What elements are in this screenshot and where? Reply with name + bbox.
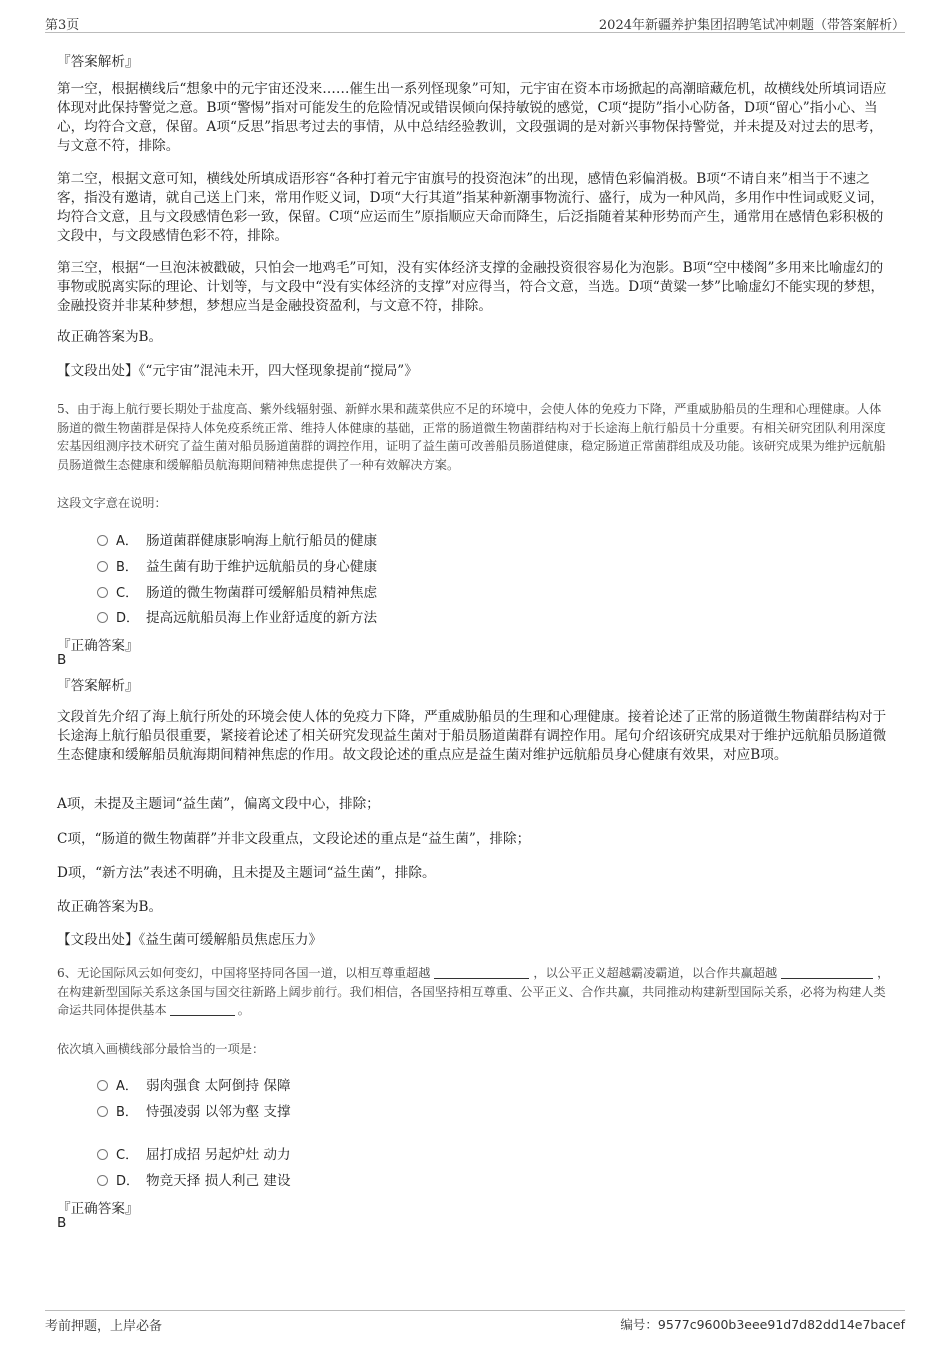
radio-icon[interactable] <box>97 1175 108 1186</box>
q6-answer-label: 『正确答案』 <box>57 1201 139 1217</box>
q6-answer: B <box>57 1215 67 1231</box>
q6-prompt: 依次填入画横线部分最恰当的一项是： <box>57 1042 265 1056</box>
q4-analysis-paragraph-2: 第二空，根据文意可知，横线处所填成语形容“各种打着元宇宙旗号的投资泡沫”的出现，感情色彩偏消极。B项“不请自来”相当于不速之客，指没有邀请，就自己送上门来，常用作贬义词，D项“大行其道”指某种新潮事物流行、盛行，成为一种风尚，多用作中性词或贬义词，均符合文意，且与文段感情色彩一致，保留。C项“应运而生”原指顺应天命而降生，后泛指随着某种形势而产生，通常用在感情色彩积极的文段中，与文段感情色彩不符，排除。 <box>57 171 884 244</box>
q5-prompt: 这段文字意在说明： <box>57 496 167 510</box>
q6-option-b[interactable]: B． 恃强凌弱 以邻为壑 支撑 <box>97 1100 291 1120</box>
q5-exclusion-d: D项，“新方法”表述不明确，且未提及主题词“益生菌”，排除。 <box>57 865 436 881</box>
q5-option-d[interactable]: D． 提高远航船员海上作业舒适度的新方法 <box>97 606 377 626</box>
q5-stem: 5、由于海上航行要长期处于盐度高、紫外线辐射强、新鲜水果和蔬菜供应不足的环境中，会使人体的免疫力下降，严重威胁船员的生理和心理健康。人体肠道的微生物菌群是保持人体免疫系统正常、维持人体健康的基础，正常的肠道微生物菌群结构对于长途海上航行船员十分重要。有相关研究团队利用深度宏基因组测序技术研究了益生菌对船员肠道菌群的调控作用，证明了益生菌可改善船员肠道健康，稳定肠道正常菌群组成及功能。该研究成果为维护远航船员肠道微生态健康和缓解船员航海期间精神焦虑提供了一种有效解决方案。 <box>57 402 886 472</box>
radio-icon[interactable] <box>97 1106 108 1117</box>
q4-analysis-label: 『答案解析』 <box>57 54 139 70</box>
q4-conclusion: 故正确答案为B。 <box>57 329 163 345</box>
radio-icon[interactable] <box>97 1080 108 1091</box>
q6-blank-2 <box>781 966 873 979</box>
radio-icon[interactable] <box>97 535 108 546</box>
q5-option-a[interactable]: A． 肠道菌群健康影响海上航行船员的健康 <box>97 529 377 549</box>
q6-blank-1 <box>434 966 529 979</box>
q6-option-d[interactable]: D． 物竞天择 损人利己 建设 <box>97 1169 291 1189</box>
radio-icon[interactable] <box>97 612 108 623</box>
q5-option-b[interactable]: B． 益生菌有助于维护远航船员的身心健康 <box>97 555 377 575</box>
radio-icon[interactable] <box>97 1149 108 1160</box>
page-number: 第3页 <box>45 18 80 33</box>
q5-analysis: 文段首先介绍了海上航行所处的环境会使人体的免疫力下降，严重威胁船员的生理和心理健康。接着论述了正常的肠道微生物菌群结构对于长途海上航行船员很重要，紧接着论述了相关研究发现益生菌对于船员肠道菌群有调控作用。尾句介绍该研究成果对于维护远航船员肠道微生态健康和缓解船员航海期间精神焦虑的作用。故文段论述的重点应是益生菌对维护远航船员身心健康有效果，对应B项。 <box>57 709 887 763</box>
q5-analysis-label: 『答案解析』 <box>57 678 139 694</box>
q5-exclusion-c: C项，“肠道的微生物菌群”并非文段重点，文段论述的重点是“益生菌”，排除； <box>57 831 531 847</box>
q6-stem: 6、无论国际风云如何变幻，中国将坚持同各国一道，以相互尊重超越 ，以公平正义超越霸凌霸道，以合作共赢超越 ，在构建新型国际关系这条国与国交往新路上阔步前行。我们相信，各国坚持相互尊重、公平正义、合作共赢，共同推动构建新型国际关系，必将为构建人类命运共同体提供基本 。 <box>57 966 890 1018</box>
q5-source: 【文段出处】《益生菌可缓解船员焦虑压力》 <box>57 932 323 948</box>
q6-option-c[interactable]: C． 屈打成招 另起炉灶 动力 <box>97 1143 291 1163</box>
q6-option-a[interactable]: A． 弱肉强食 太阿倒持 保障 <box>97 1074 291 1094</box>
q5-exclusion-a: A项，未提及主题词“益生菌”，偏离文段中心，排除； <box>57 796 380 812</box>
document-title: 2024年新疆养护集团招聘笔试冲刺题（带答案解析） <box>598 18 905 33</box>
radio-icon[interactable] <box>97 561 108 572</box>
q5-answer-label: 『正确答案』 <box>57 638 139 654</box>
footer-slogan: 考前押题，上岸必备 <box>45 1319 163 1334</box>
q5-conclusion: 故正确答案为B。 <box>57 899 163 915</box>
q5-option-c[interactable]: C． 肠道的微生物菌群可缓解船员精神焦虑 <box>97 581 377 601</box>
q4-analysis-paragraph-3: 第三空，根据“一旦泡沫被戳破，只怕会一地鸡毛”可知，没有实体经济支撑的金融投资很容易化为泡影。B项“空中楼阁”多用来比喻虚幻的事物或脱离实际的理论、计划等，与文段中“没有实体经济的支撑”对应得当，符合文意，当选。D项“黄粱一梦”比喻虚幻不能实现的梦想，金融投资并非某种梦想，梦想应当是金融投资盈利，与文意不符，排除。 <box>57 260 885 314</box>
page-header <box>45 12 905 33</box>
q4-analysis-paragraph-1: 第一空，根据横线后“想象中的元宇宙还没来……催生出一系列怪现象”可知，元宇宙在资本市场掀起的高潮暗藏危机，故横线处所填词语应体现对此保持警觉之意。B项“警惕”指对可能发生的危险情况或错误倾向保持敏锐的感觉，C项“提防”指小心防备，D项“留心”指小心、当心，均符合文意，保留。A项“反思”指思考过去的事情，从中总结经验教训，文段强调的是对新兴事物保持警觉，并未提及对过去的思考，与文意不符，排除。 <box>57 81 887 154</box>
q4-source: 【文段出处】《“元宇宙”混沌未开，四大怪现象提前“搅局”》 <box>57 363 418 379</box>
q5-answer: B <box>57 652 67 668</box>
document-code: 编号：9577c9600b3eee91d7d82dd14e7bacef <box>620 1317 905 1332</box>
radio-icon[interactable] <box>97 587 108 598</box>
q6-blank-3 <box>170 1003 235 1016</box>
page-footer <box>45 1310 905 1333</box>
